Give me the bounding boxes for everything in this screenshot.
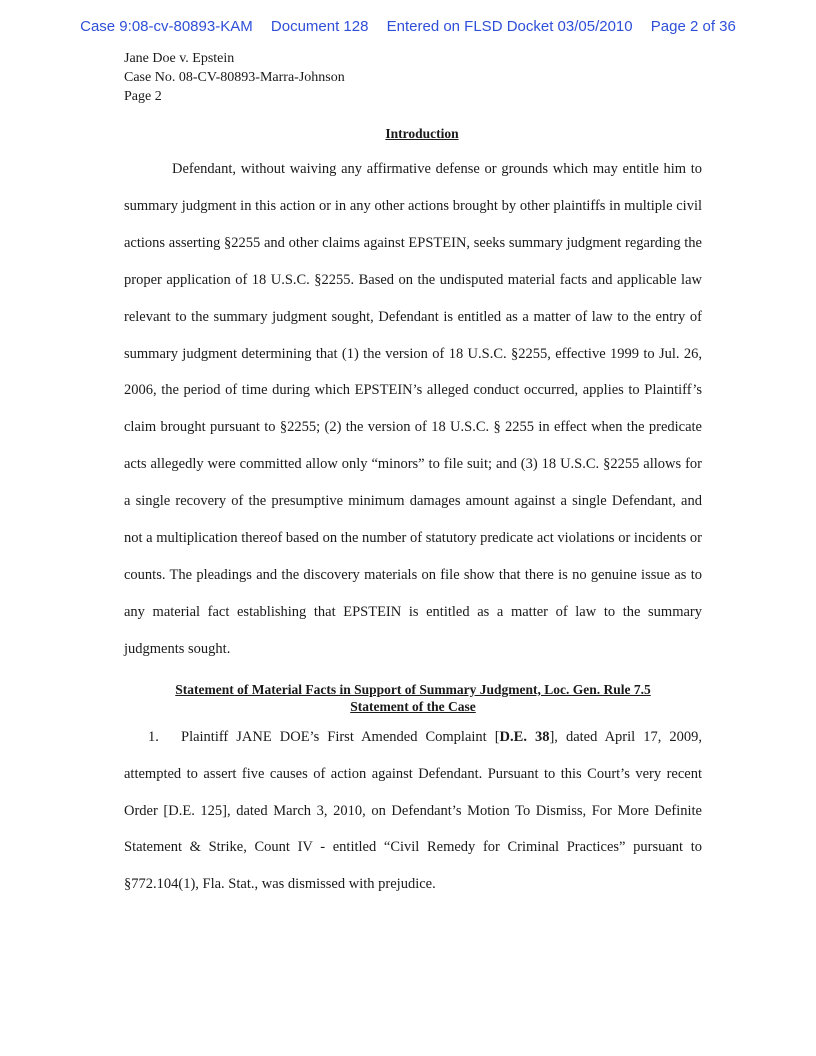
case-caption	[124, 49, 702, 106]
stamp-document-number: Document 128	[270, 18, 369, 35]
stamp-page-number: Page 2 of 36	[650, 18, 736, 35]
caption-case-name: Jane Doe v. Epstein	[124, 51, 235, 66]
docket-stamp	[0, 18, 816, 35]
fact-text-a: Plaintiff JANE DOE’s First Amended Complaint [	[181, 728, 500, 745]
introduction-paragraph: Defendant, without waiving any affirmative defense or grounds which may entitle him to summary judgment in this action or in any other actions brought by other plaintiffs in multiple civil actions asserting §2255 and other claims against EPSTEIN, seeks summary judgment regarding the proper application of 18 U.S.C. §2255. Based on the undisputed material facts and applicable law relevant to the summary judgment sought, Defendant is entitled as a matter of law to the entry of summary judgment determining that (1) the version of 18 U.S.C. §2255, effective 1999 to Jul. 26, 2006, the period of time during which EPSTEIN’s alleged conduct occurred, applies to Plaintiff’s claim brought pursuant to §2255; (2) the version of 18 U.S.C. § 2255 in effect when the predicate acts allegedly were committed allow only “minors” to file suit; and (3) 18 U.S.C. §2255 allows for a single recovery of the presumptive minimum damages amount against a single Defendant, and not a multiplication thereof based on the number of statutory predicate act violations or incidents or counts. The pleadings and the discovery materials on file show that there is no genuine issue as to any material fact establishing that EPSTEIN is entitled as a matter of law to the summary judgments sought.	[124, 161, 702, 657]
document-page	[124, 49, 702, 903]
statement-of-case-heading: Statement of the Case	[350, 698, 476, 714]
stamp-case-number: Case 9:08-cv-80893-KAM	[80, 18, 253, 35]
caption-case-number: Case No. 08-CV-80893-Marra-Johnson	[124, 70, 345, 85]
facts-heading: Statement of Material Facts in Support of Summary Judgment, Loc. Gen. Rule 7.5	[175, 681, 651, 697]
caption-page-label: Page 2	[124, 89, 162, 104]
fact-text-b: ], dated April 17, 2009, attempted to assert five causes of action against Defendant. Pursuant to this Court’s very recent Order [D.E. 125], dated March 3, 2010, on Defendant’s Motion To Dismiss, For More Definite Statement & Strike, Count IV - entitled “Civil Remedy for Criminal Practices” pursuant to §772.104(1), Fla. Stat., was dismissed with prejudice.	[124, 728, 702, 893]
docket-entry-reference: D.E. 38	[499, 728, 550, 745]
paragraph-number: 1.	[148, 728, 159, 745]
fact-paragraph-1	[124, 719, 702, 904]
stamp-entered-date: Entered on FLSD Docket 03/05/2010	[386, 18, 633, 35]
introduction-heading: Introduction	[385, 126, 459, 141]
